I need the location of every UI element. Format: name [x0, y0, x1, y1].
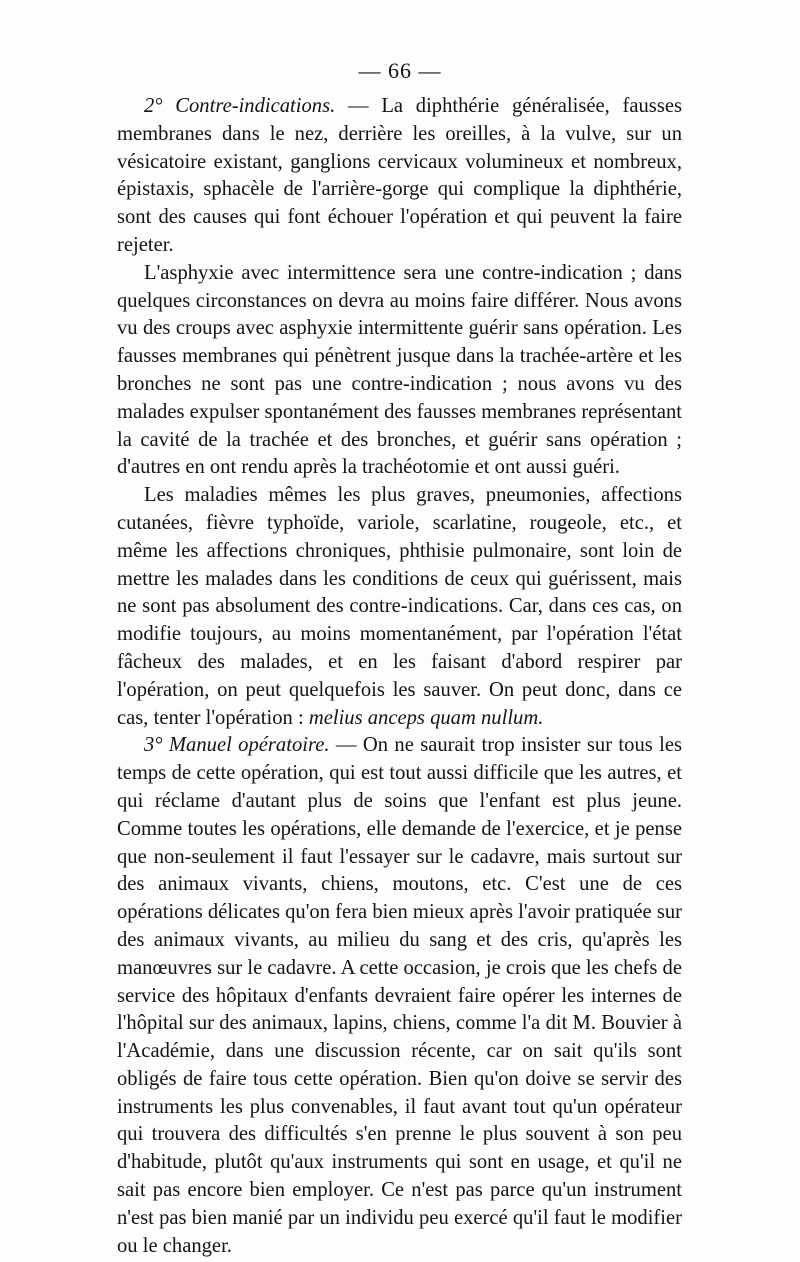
- paragraph-asphyxie: [117, 260, 682, 482]
- page-number: — 66 —: [358, 58, 442, 83]
- paragraph-text: — La diphthérie généralisée, fausses membranes dans le nez, derrière les oreilles, à la vulve, sur un vésicatoire existant, ganglions cervicaux volumineux et nombreux, épistaxis, sphacèle de l'arrière-gorge qui complique la diphthérie, sont des causes qui font échouer l'opération et qui peuvent la faire rejeter.: [117, 95, 682, 256]
- latin-quote: melius anceps quam nullum.: [308, 706, 544, 729]
- paragraph-text: — On ne saurait trop insister sur tous les temps de cette opération, qui est tout aussi difficile que les autres, et qui réclame d'autant plus de soins que l'enfant est plus jeune. Comme toutes les opérations, elle demande de l'exercice, et je pense que non-seulement il faut l'essayer sur le cadavre, mais surtout sur des animaux vivants, chiens, moutons, etc. C'est une de ces opérations délicates qu'on fera bien mieux après l'avoir pratiquée sur des animaux vivants, au milieu du sang et des cris, qu'après les manœuvres sur le cadavre. A cette occasion, je crois que les chefs de service des hôpitaux d'enfants devraient faire opérer les internes de l'hôpital sur des animaux, lapins, chiens, comme l'a dit M. Bouvier à l'Académie, dans une discussion récente, car on sait qu'ils sont obligés de faire tous cette opération. Bien qu'on doive se servir des instruments les plus convenables, il faut avant tout qu'un opérateur qui trouvera des difficultés s'en prenne le plus souvent à son peu d'habitude, plutôt qu'aux instruments qui sont en usage, et qu'il ne sait pas encore bien employer. Ce n'est pas parce qu'un instrument n'est pas bien manié par un individu peu exercé qu'il faut le modifier ou le changer.: [117, 734, 683, 1257]
- paragraph-maladies: [117, 482, 682, 732]
- section-heading-manuel-operatoire: 3° Manuel opératoire.: [144, 734, 330, 757]
- section-heading-contre-indications: 2° Contre-indications.: [144, 95, 336, 117]
- paragraph-text: Les maladies mêmes les plus graves, pneumonies, affections cutanées, fièvre typhoïde, variole, scarlatine, rougeole, etc., et même les affections chroniques, phthisie pulmonaire, sont loin de mettre les malades dans les conditions de ceux qui guérissent, mais ne sont pas absolument des contre-indications. Car, dans ces cas, on modifie toujours, au moins momentanément, par l'opération l'état fâcheux des malades, et en les faisant d'abord respirer par l'opération, on peut quelquefois les sauver. On peut donc, dans ce cas, tenter l'opération :: [117, 484, 682, 729]
- paragraph-text: L'asphyxie avec intermittence sera une contre-indication ; dans quelques circonstances on devra au moins faire différer. Nous avons vu des croups avec asphyxie intermittente guérir sans opération. Les fausses membranes qui pénètrent jusque dans la trachée-artère et les bronches ne sont pas une contre-indication ; nous avons vu des malades expulser spontanément des fausses membranes représentant la cavité de la trachée et des bronches, et guérir sans opération ; d'autres en ont rendu après la trachéotomie et ont aussi guéri.: [117, 261, 682, 479]
- paragraph-manuel-operatoire: [117, 732, 682, 1260]
- paragraph-contre-indications: [117, 93, 682, 260]
- body-text: [117, 93, 682, 1260]
